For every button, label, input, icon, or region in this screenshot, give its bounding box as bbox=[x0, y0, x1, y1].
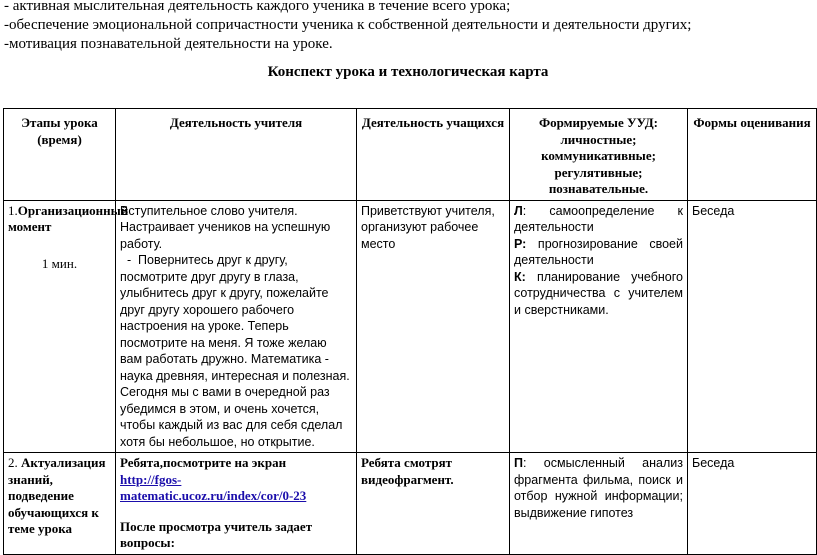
uud-text: осмысленный анализ фрагмента фильма, поиск и отбор нужной информации; выдвижение гипотез bbox=[514, 456, 683, 520]
uud-item bbox=[514, 269, 683, 319]
uud-key: К: bbox=[514, 269, 526, 284]
uud-item bbox=[514, 203, 683, 236]
table-header-row bbox=[4, 109, 817, 201]
uud-text: планирование учебного сотрудничества с учителем и сверстниками. bbox=[514, 269, 683, 317]
uud-sep: : bbox=[522, 456, 527, 470]
stage-cell bbox=[4, 200, 129, 453]
uud-sep: : bbox=[522, 203, 527, 218]
student-activity: Ребята смотрят видеофрагмент. bbox=[357, 453, 510, 555]
goal-line: -обеспечение эмоциональной сопричастности ученика к собственной деятельности и деятельности других; bbox=[4, 17, 692, 33]
table-row bbox=[4, 200, 817, 453]
stage-title: Организационный момент bbox=[8, 202, 129, 234]
student-activity: Приветствуют учителя, организуют рабочее место bbox=[357, 200, 510, 453]
section-heading: Конспект урока и технологическая карта bbox=[267, 64, 549, 80]
uud-text: самоопределение к деятельности bbox=[514, 203, 683, 234]
stage-number: 1. bbox=[8, 202, 18, 218]
header-teacher: Деятельность учителя bbox=[116, 109, 357, 201]
uud-text: прогнозирование своей деятельности bbox=[514, 236, 683, 267]
goal-line: -мотивация познавательной деятельности на уроке. bbox=[4, 36, 333, 52]
lesson-table bbox=[3, 108, 817, 555]
assessment-cell: Беседа bbox=[688, 453, 817, 555]
teacher-activity: Вступительное слово учителя. Настраивает учеников на успешную работу. - Повернитесь друг к другу, посмотрите друг другу в глаза, улыбнитесь друг к другу, пожелайте друг другу хорошего рабочего настроения на уроке. Теперь посмотрите на меня. Я тоже желаю вам работать дружно. Математика - наука древняя, интересная и полезная. Сегодня мы с вами в очередной раз убедимся в этом, и очень хочется, чтобы каждый из вас для себя сделал хотя бы небольшое, но открытие. bbox=[116, 200, 357, 453]
teacher-questions: После просмотра учитель задает вопросы: bbox=[120, 518, 313, 550]
uud-cell bbox=[510, 200, 688, 453]
video-link[interactable]: http://fgos-matematic.ucoz.ru/index/cor/0-23 bbox=[120, 471, 307, 503]
stage-cell bbox=[4, 453, 116, 555]
uud-item bbox=[514, 236, 683, 269]
uud-key: Р: bbox=[514, 236, 527, 251]
uud-cell bbox=[510, 453, 688, 555]
assessment-cell: Беседа bbox=[688, 200, 817, 453]
stage-title: Актуализация знаний, подведение обучающихся к теме урока bbox=[8, 455, 106, 536]
intro-goals bbox=[4, 0, 691, 54]
uud-key: П bbox=[514, 456, 523, 470]
teacher-activity bbox=[116, 453, 357, 555]
header-uud: Формируемые УУД: личностные; коммуникативные; регулятивные; познавательные. bbox=[510, 109, 688, 201]
goal-line: - активная мыслительная деятельность каждого ученика в течение всего урока; bbox=[4, 0, 511, 14]
stage-duration: 1 мин. bbox=[41, 255, 78, 271]
table-row bbox=[4, 453, 817, 555]
teacher-intro: Ребята,посмотрите на экран bbox=[120, 455, 287, 470]
stage-number: 2. bbox=[8, 455, 18, 470]
header-students: Деятельность учащихся bbox=[357, 109, 510, 201]
header-stages: Этапы урока (время) bbox=[4, 109, 116, 201]
header-assessment: Формы оценивания bbox=[688, 109, 817, 201]
uud-key: Л bbox=[514, 203, 523, 218]
